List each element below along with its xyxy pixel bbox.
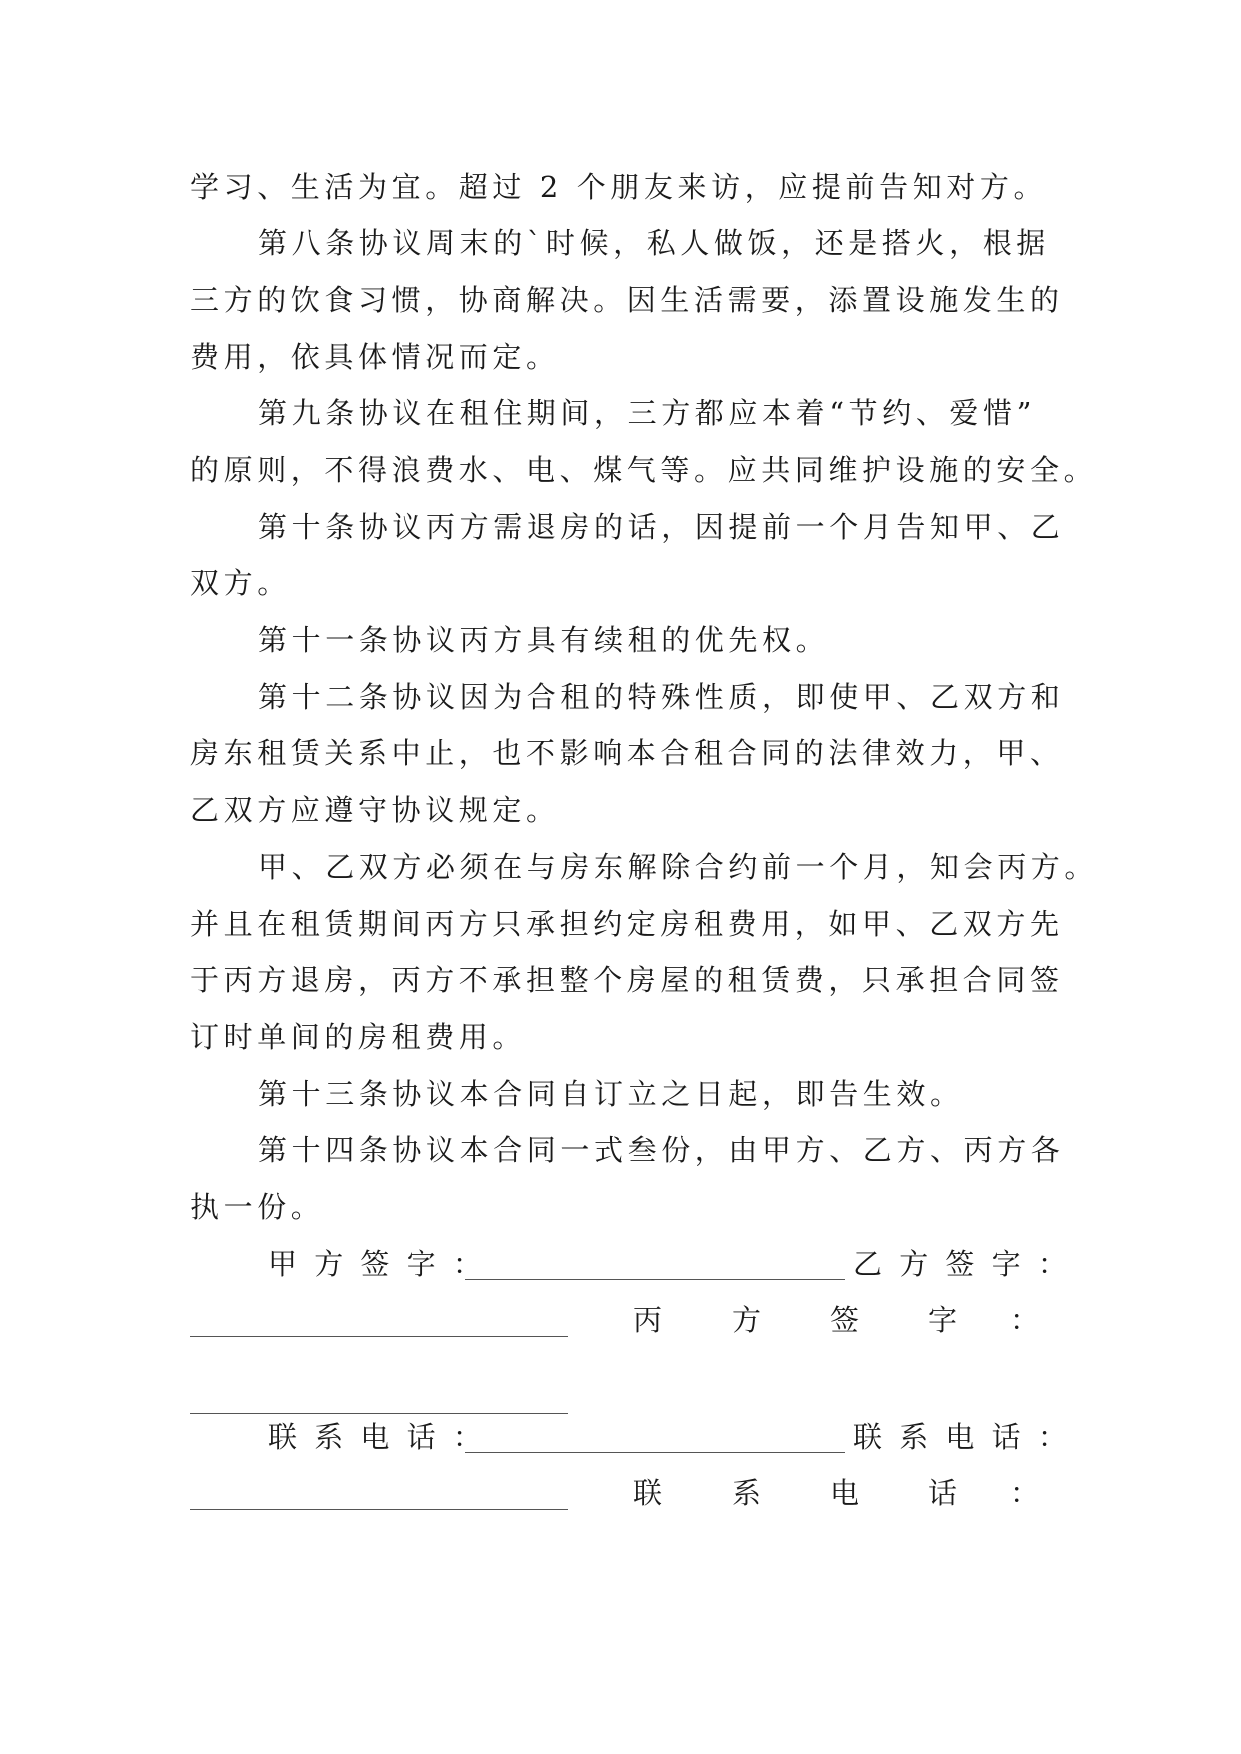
article-13-line-1: 第十三条协议本合同自订立之日起，即告生效。 <box>258 1077 964 1111</box>
article-14-line-1: 第十四条协议本合同一式叁份，由甲方、乙方、丙方各 <box>258 1133 1065 1167</box>
article-12-line-2: 房东租赁关系中止，也不影响本合租合同的法律效力，甲、 <box>190 736 1064 770</box>
party-c-label-char: ： <box>1010 1303 1040 1337</box>
article-10-line-1: 第十条协议丙方需退房的话，因提前一个月告知甲、乙 <box>258 510 1065 544</box>
party-c-phone-label-char: 系 <box>732 1476 762 1510</box>
notice-line-4: 订时单间的房租费用。 <box>190 1020 527 1054</box>
article-9-line-2: 的原则，不得浪费水、电、煤气等。应共同维护设施的安全。 <box>190 453 1098 487</box>
article-12-line-1: 第十二条协议因为合租的特殊性质，即使甲、乙双方和 <box>258 680 1065 714</box>
notice-line-1: 甲、乙双方必须在与房东解除合约前一个月，知会丙方。 <box>258 850 1099 884</box>
party-c-signature-blank[interactable] <box>190 1413 568 1414</box>
article-8-line-1: 第八条协议周末的`时候，私人做饭，还是搭火，根据 <box>258 226 1050 260</box>
article-10-line-2: 双方。 <box>190 566 291 600</box>
article-8-line-2: 三方的饮食习惯，协商解决。因生活需要，添置设施发生的 <box>190 283 1064 317</box>
party-a-phone-blank[interactable] <box>465 1452 845 1453</box>
party-c-label-char: 字 <box>928 1303 958 1337</box>
party-a-phone-label: 联 系 电 话 ： <box>268 1420 486 1454</box>
article-9-line-1: 第九条协议在租住期间，三方都应本着“节约、爱惜” <box>258 396 1037 430</box>
party-a-signature-label: 甲 方 签 字 ： <box>268 1247 486 1281</box>
party-c-phone-label-char: 话 <box>928 1476 958 1510</box>
notice-line-3: 于丙方退房，丙方不承担整个房屋的租赁费，只承担合同签 <box>190 963 1064 997</box>
article-11-line-1: 第十一条协议丙方具有续租的优先权。 <box>258 623 830 657</box>
article-12-line-3: 乙双方应遵守协议规定。 <box>190 793 560 827</box>
party-b-phone-blank[interactable] <box>190 1509 568 1510</box>
party-c-label-char: 方 <box>732 1303 762 1337</box>
party-b-signature-blank[interactable] <box>190 1336 568 1337</box>
party-c-label-char: 签 <box>830 1303 860 1337</box>
party-c-phone-label-char: ： <box>1010 1476 1040 1510</box>
party-b-signature-label: 乙 方 签 字 ： <box>853 1247 1071 1281</box>
party-b-phone-label: 联 系 电 话 ： <box>853 1420 1071 1454</box>
party-c-phone-label-char: 联 <box>633 1476 663 1510</box>
paragraph-line: 学习、生活为宜。超过 2 个朋友来访，应提前告知对方。 <box>190 170 1048 204</box>
party-a-signature-blank[interactable] <box>465 1279 845 1280</box>
article-14-line-2: 执一份。 <box>190 1190 325 1224</box>
party-c-phone-label-char: 电 <box>830 1476 860 1510</box>
article-8-line-3: 费用，依具体情况而定。 <box>190 340 560 374</box>
party-c-label-char: 丙 <box>633 1303 663 1337</box>
notice-line-2: 并且在租赁期间丙方只承担约定房租费用，如甲、乙双方先 <box>190 907 1064 941</box>
